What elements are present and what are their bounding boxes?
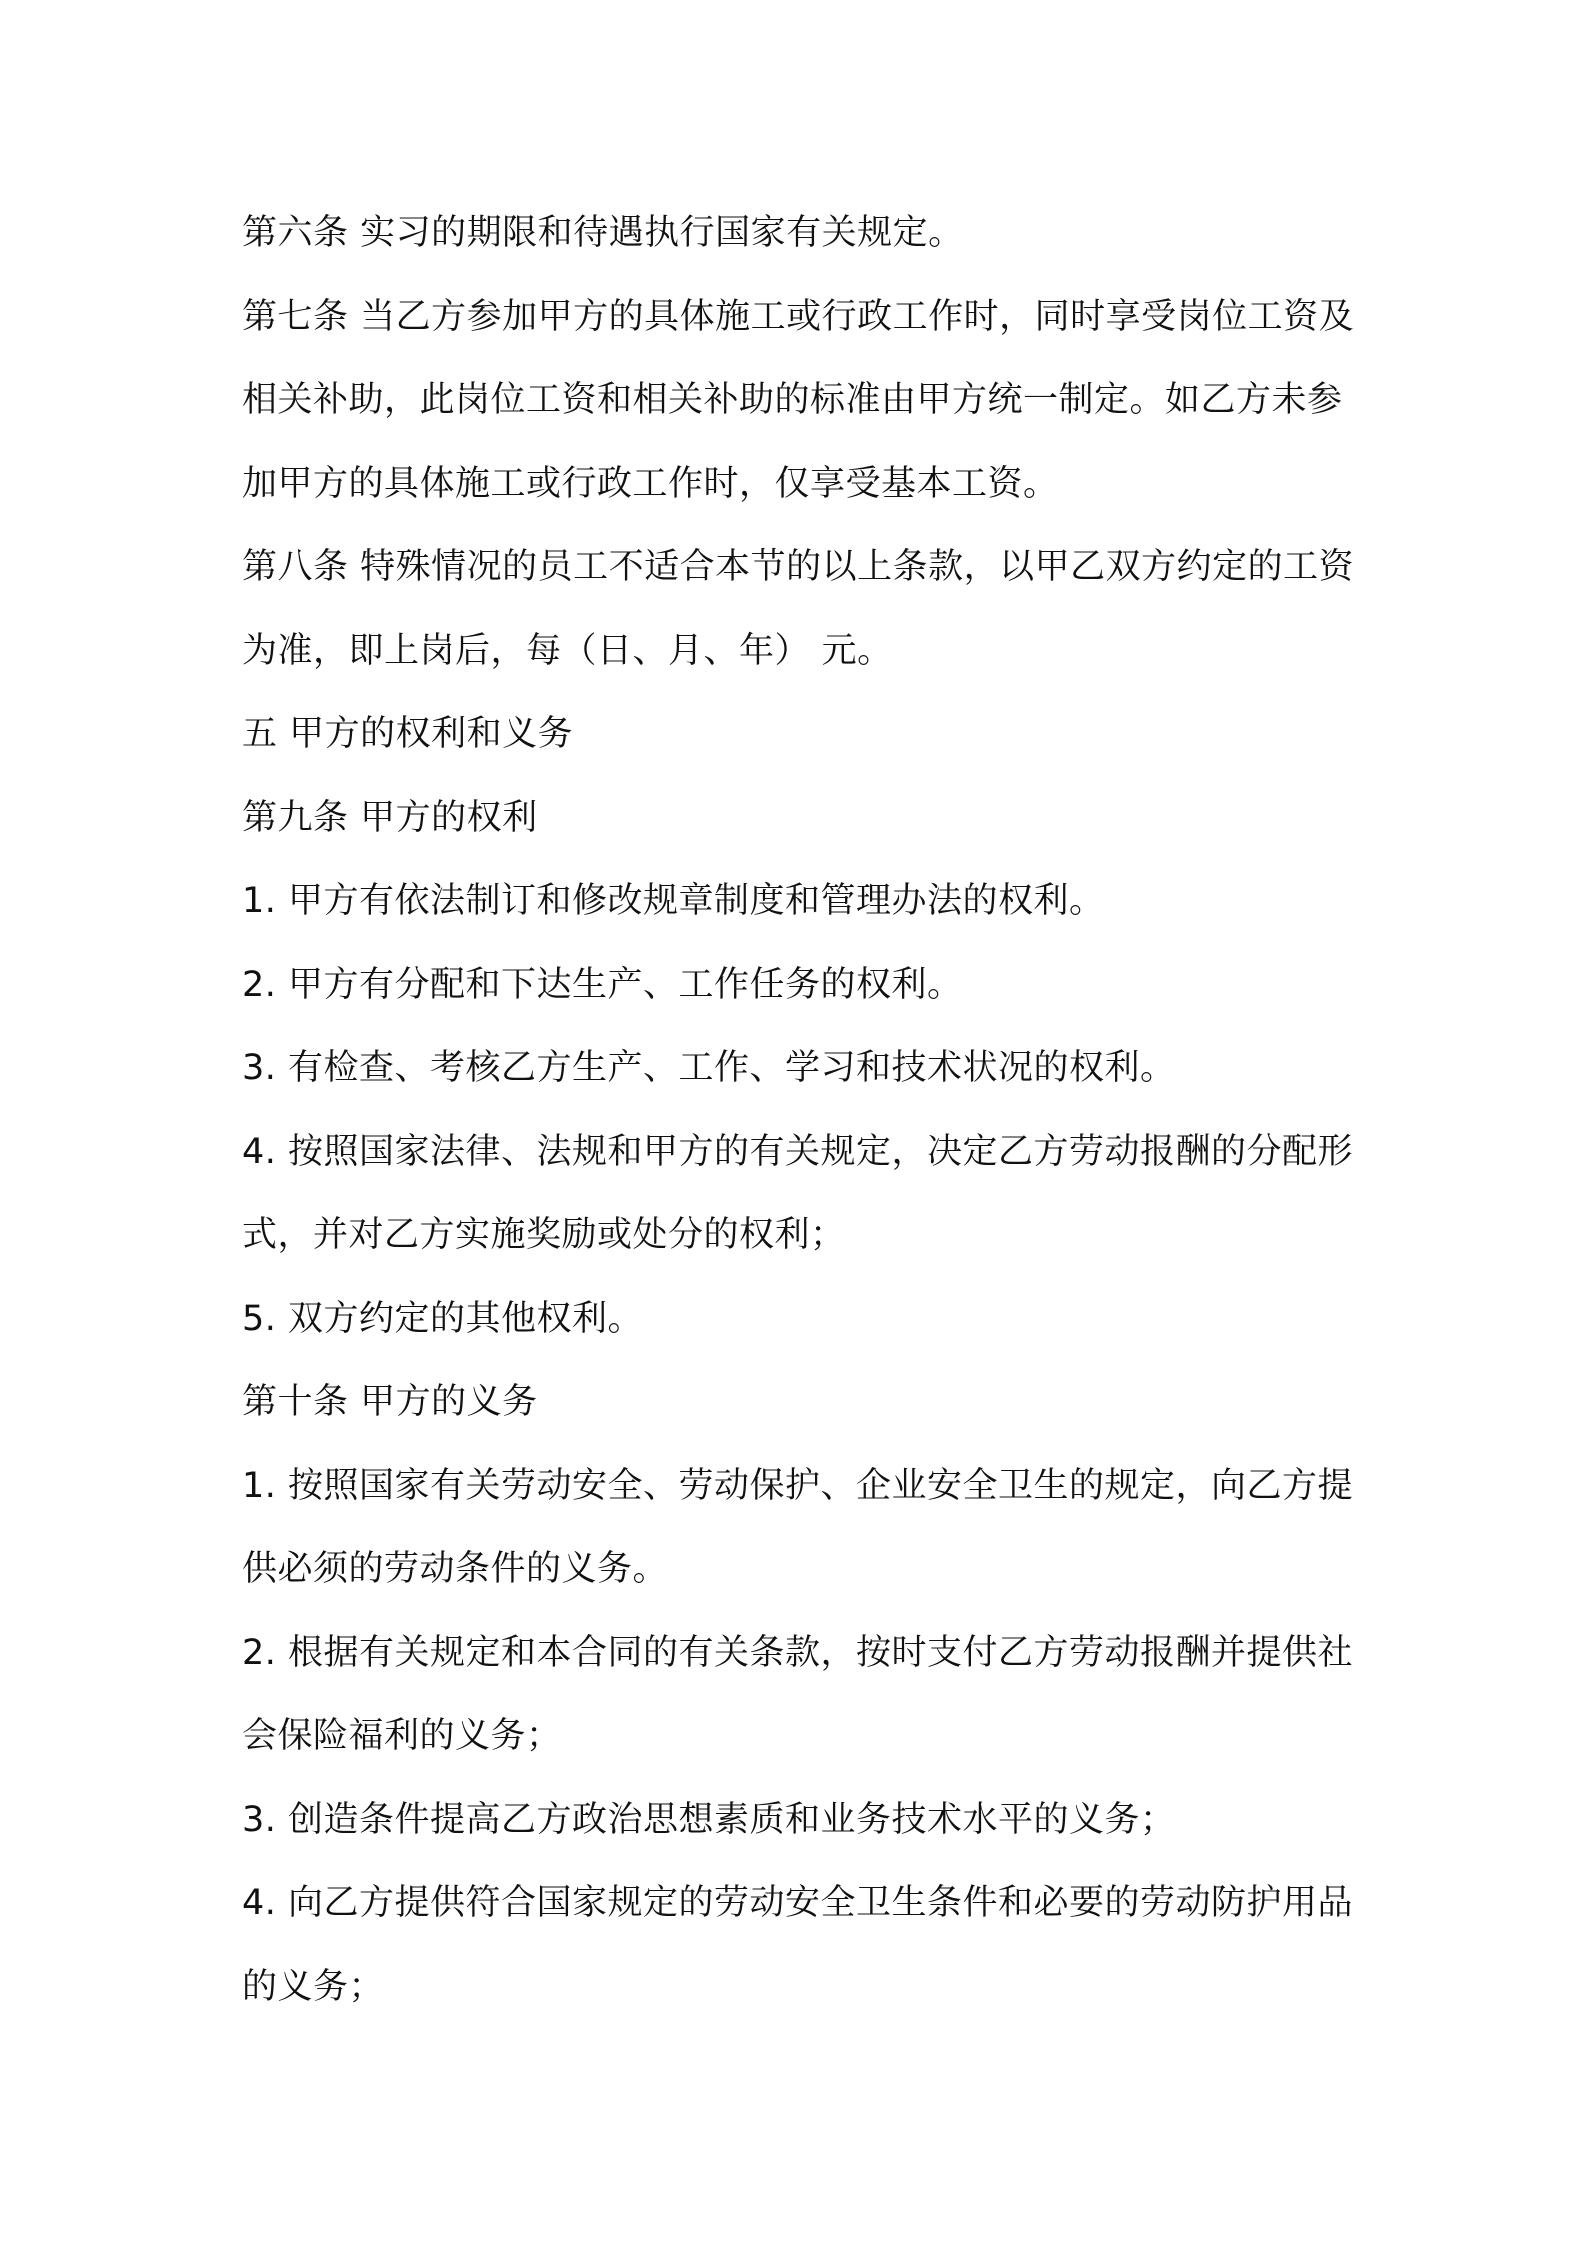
article-10-item-3: 3. 创造条件提高乙方政治思想素质和业务技术水平的义务； [242,1799,1176,1840]
article-10-heading: 第十条 甲方的义务 [242,1382,538,1422]
article-6: 第六条 实习的期限和待遇执行国家有关规定。 [242,213,964,253]
document-body [242,192,1362,2029]
article-9-item-2: 2. 甲方有分配和下达生产、工作任务的权利。 [242,964,963,1005]
article-9-item-4: 4. 按照国家法律、法规和甲方的有关规定，决定乙方劳动报酬的分配形式，并对乙方实施奖励或处分的权利； [242,1131,1354,1255]
article-7: 第七条 当乙方参加甲方的具体施工或行政工作时，同时享受岗位工资及相关补助，此岗位工资和相关补助的标准由甲方统一制定。如乙方未参加甲方的具体施工或行政工作时，仅享受基本工资。 [242,296,1355,504]
article-10-item-2: 2. 根据有关规定和本合同的有关条款，按时支付乙方劳动报酬并提供社会保险福利的义务； [242,1632,1354,1756]
section-5-heading: 五 甲方的权利和义务 [242,714,574,754]
article-10-item-1: 1. 按照国家有关劳动安全、劳动保护、企业安全卫生的规定，向乙方提供必须的劳动条件的义务。 [242,1465,1354,1589]
article-10-item-4: 4. 向乙方提供符合国家规定的劳动安全卫生条件和必要的劳动防护用品的义务； [242,1883,1354,2007]
article-9-item-5: 5. 双方约定的其他权利。 [242,1298,644,1339]
article-8: 第八条 特殊情况的员工不适合本节的以上条款，以甲乙双方约定的工资为准，即上岗后，每（日、月、年） 元。 [242,547,1355,671]
article-9-item-1: 1. 甲方有依法制订和修改规章制度和管理办法的权利。 [242,881,1105,921]
article-9-heading: 第九条 甲方的权利 [242,797,538,838]
article-9-item-3: 3. 有检查、考核乙方生产、工作、学习和技术状况的权利。 [242,1048,1176,1088]
